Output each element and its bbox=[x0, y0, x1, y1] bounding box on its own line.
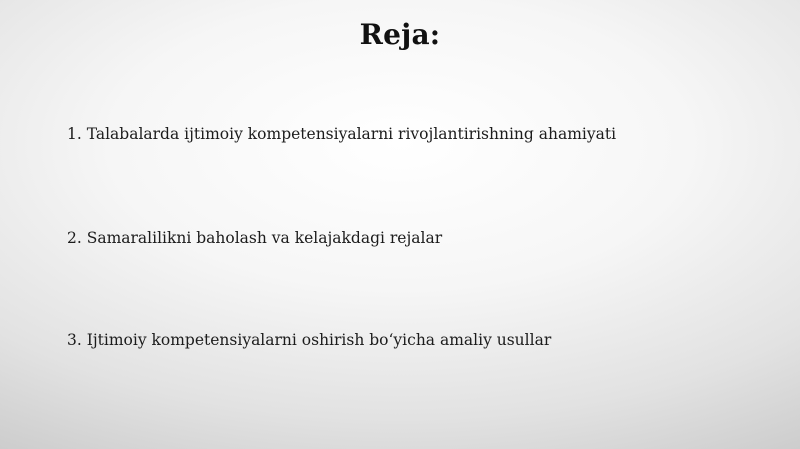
slide-title: Reja: bbox=[359, 18, 441, 51]
plan-item-2: 2. Samaralilikni baholash va kelajakdagi rejalar bbox=[67, 229, 443, 247]
plan-item-1: 1. Talabalarda ijtimoiy kompetensiyalarni rivojlantirishning ahamiyati bbox=[67, 125, 617, 143]
plan-item-3: 3. Ijtimoiy kompetensiyalarni oshirish bo‘yicha amaliy usullar bbox=[67, 331, 552, 349]
